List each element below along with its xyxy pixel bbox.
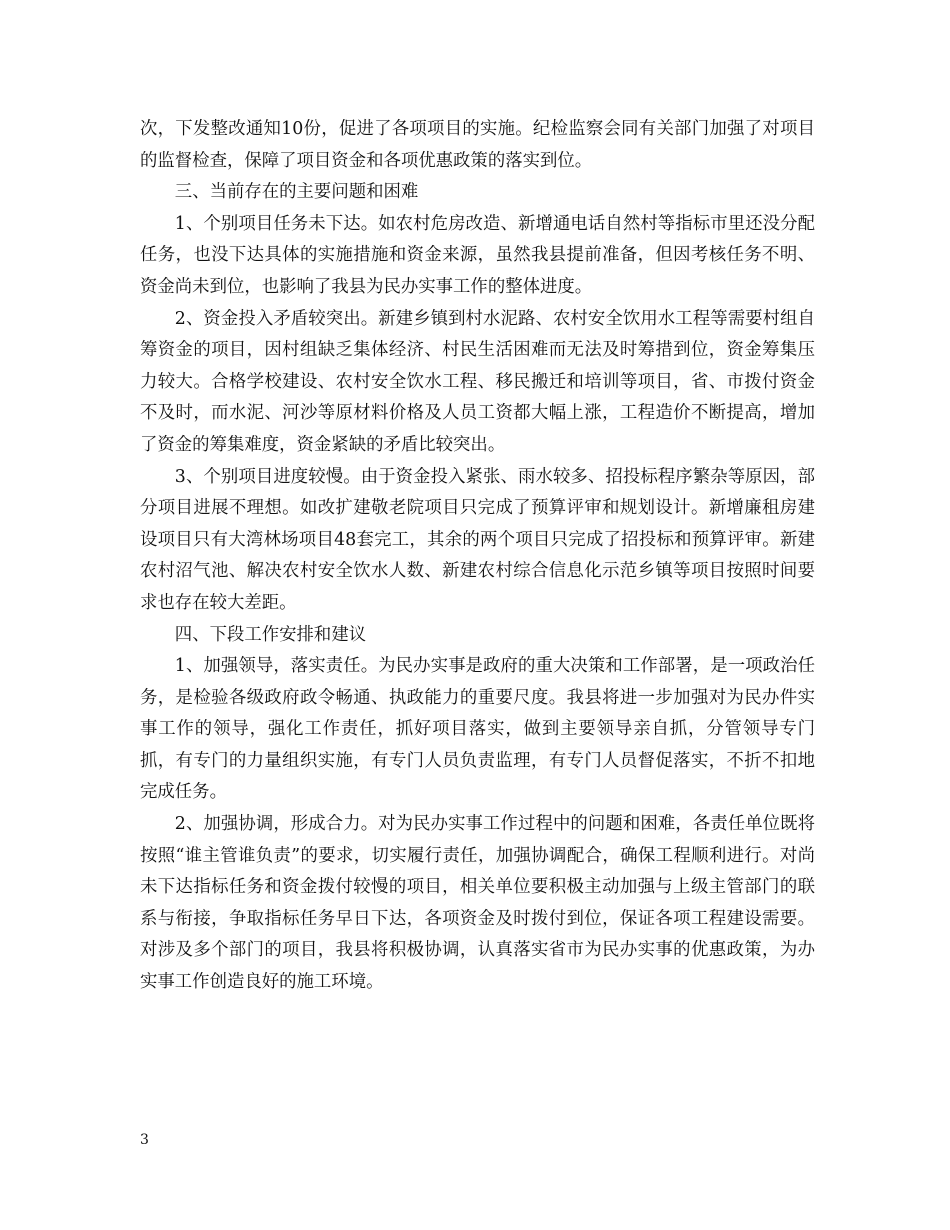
paragraph-plan-2: 2、加强协调，形成合力。对为民办实事工作过程中的问题和困难，各责任单位既将按照“谁主管谁负责”的要求，切实履行责任，加强协调配合，确保工程顺利进行。对尚未下达指标任务和资金拨付较慢的项目，相关单位要积极主动加强与上级主管部门的联系与衔接，争取指标任务早日下达，各项资金及时拨付到位，保证各项工程建设需要。对涉及多个部门的项目，我县将积极协调，认真落实省市为民办实事的优惠政策，为办实事工作创造良好的施工环境。 (140, 814, 815, 993)
paragraph-problem-2: 2、资金投入矛盾较突出。新建乡镇到村水泥路、农村安全饮用水工程等需要村组自筹资金的项目，因村组缺乏集体经济、村民生活困难而无法及时筹措到位，资金筹集压力较大。合格学校建设、农村安全饮水工程、移民搬迁和培训等项目，省、市拨付资金不及时，而水泥、河沙等原材料价格及人员工资都大幅上涨，工程造价不断提高，增加了资金的筹集难度，资金紧缺的矛盾比较突出。 (140, 308, 815, 455)
document-body (140, 114, 815, 999)
page-number: 3 (140, 1132, 149, 1148)
paragraph-continuation: 次，下发整改通知10份，促进了各项项目的实施。纪检监察会同有关部门加强了对项目的监督检查，保障了项目资金和各项优惠政策的落实到位。 (140, 119, 815, 171)
paragraph-plan-1: 1、加强领导，落实责任。为民办实事是政府的重大决策和工作部署，是一项政治任务，是检验各级政府政令畅通、执政能力的重要尺度。我县将进一步加强对为民办件实事工作的领导，强化工作责任，抓好项目落实，做到主要领导亲自抓，分管领导专门抓，有专门的力量组织实施，有专门人员负责监理，有专门人员督促落实，不折不扣地完成任务。 (140, 656, 815, 803)
section-heading-problems: 三、当前存在的主要问题和困难 (174, 182, 419, 203)
section-heading-next-steps: 四、下段工作安排和建议 (174, 624, 367, 645)
paragraph-problem-3: 3、个别项目进度较慢。由于资金投入紧张、雨水较多、招投标程序繁杂等原因，部分项目进展不理想。如改扩建敬老院项目只完成了预算评审和规划设计。新增廉租房建设项目只有大湾林场项目48套完工，其余的两个项目只完成了招投标和预算评审。新建农村沼气池、解决农村安全饮水人数、新建农村综合信息化示范乡镇等项目按照时间要求也存在较大差距。 (140, 466, 815, 613)
paragraph-problem-1: 1、个别项目任务未下达。如农村危房改造、新增通电话自然村等指标市里还没分配任务，也没下达具体的实施措施和资金来源，虽然我县提前准备，但因考核任务不明、资金尚未到位，也影响了我县为民办实事工作的整体进度。 (140, 213, 815, 297)
